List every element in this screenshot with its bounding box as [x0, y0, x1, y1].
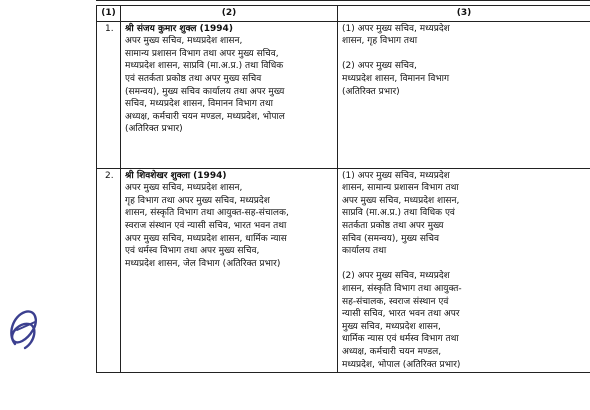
- new-post-line: (1) अपर मुख्य सचिव, मध्यप्रदेश: [342, 23, 450, 34]
- table-row: [97, 168, 590, 373]
- new-post-line: शासन, संस्कृति विभाग तथा आयुक्त-: [342, 283, 462, 294]
- new-post-line: (2) अपर मुख्य सचिव,: [342, 61, 417, 72]
- current-post-line: अपर मुख्य सचिव, मध्यप्रदेश शासन, धार्मिक न्यास: [125, 233, 287, 244]
- officer-name: श्री शिवशेखर शुक्ला (1994): [125, 170, 227, 181]
- current-post-line: (अतिरिक्त प्रभार): [125, 124, 183, 135]
- row-number: 2.: [97, 168, 121, 373]
- new-post-line: अपर मुख्य सचिव, मध्यप्रदेश शासन,: [342, 195, 460, 206]
- current-post-line: मध्यप्रदेश शासन, साप्रवि (मा.अ.प्र.) तथा विधिक: [125, 61, 284, 72]
- new-post-line: मध्यप्रदेश शासन, विमानन विभाग: [342, 73, 450, 84]
- current-post-line: (समन्वय), मुख्य सचिव कार्यालय तथा अपर मुख्य: [125, 86, 285, 97]
- top-rule: [96, 0, 590, 1]
- current-post-line: एवं सतर्कता प्रकोष्ठ तथा अपर मुख्य सचिव: [125, 73, 262, 84]
- new-post-line: साप्रवि (मा.अ.प्र.) तथा विधिक एवं: [342, 208, 455, 219]
- new-post-line: शासन, सामान्य प्रशासन विभाग तथा: [342, 183, 459, 194]
- header-col2: (2): [121, 6, 338, 22]
- current-post-line: सचिव, मध्यप्रदेश शासन, विमानन विभाग तथा: [125, 99, 274, 110]
- paragraph-gap: [342, 258, 586, 271]
- new-post-line: शासन, गृह विभाग तथा: [342, 36, 418, 47]
- current-post-line: अपर मुख्य सचिव, मध्यप्रदेश शासन,: [125, 36, 243, 47]
- header-row: [97, 6, 590, 22]
- new-posting-cell: [338, 168, 590, 373]
- new-post-line: अध्यक्ष, कर्मचारी चयन मण्डल,: [342, 346, 442, 357]
- current-post-line: स्वराज संस्थान एवं न्यासी सचिव, भारत भवन तथा: [125, 220, 287, 231]
- header-col3: (3): [338, 6, 590, 22]
- new-post-line: कार्यालय तथा: [342, 246, 387, 257]
- new-posting-cell: [338, 21, 590, 168]
- new-post-line: (1) अपर मुख्य सचिव, मध्यप्रदेश: [342, 170, 450, 181]
- current-post-line: अध्यक्ष, कर्मचारी चयन मण्डल, मध्यप्रदेश, भोपाल: [125, 111, 285, 122]
- new-post-line: (2) अपर मुख्य सचिव, मध्यप्रदेश: [342, 271, 450, 282]
- current-post-line: शासन, संस्कृति विभाग तथा आयुक्त-सह-संचालक,: [125, 208, 289, 219]
- new-post-line: (अतिरिक्त प्रभार): [342, 86, 400, 97]
- new-post-line: धार्मिक न्यास एवं धर्मस्व विभाग तथा: [342, 334, 459, 345]
- paragraph-gap: [342, 48, 586, 61]
- row-number: 1.: [97, 21, 121, 168]
- header-col1: (1): [97, 6, 121, 22]
- new-post-line: न्यासी सचिव, भारत भवन तथा अपर: [342, 309, 460, 320]
- officer-cell: [121, 168, 338, 373]
- current-post-line: अपर मुख्य सचिव, मध्यप्रदेश शासन,: [125, 183, 243, 194]
- new-post-line: मुख्य सचिव, मध्यप्रदेश शासन,: [342, 321, 441, 332]
- new-post-line: मध्यप्रदेश, भोपाल (अतिरिक्त प्रभार): [342, 359, 461, 370]
- officer-cell: [121, 21, 338, 168]
- new-post-line: सचिव (समन्वय), मुख्य सचिव: [342, 233, 439, 244]
- current-post-line: गृह विभाग तथा अपर मुख्य सचिव, मध्यप्रदेश: [125, 195, 270, 206]
- current-post-line: मध्यप्रदेश शासन, जेल विभाग (अतिरिक्त प्रभार): [125, 258, 281, 269]
- current-post-line: एवं धर्मस्व विभाग तथा अपर मुख्य सचिव,: [125, 246, 260, 257]
- posting-table: [96, 5, 590, 373]
- current-post-line: सामान्य प्रशासन विभाग तथा अपर मुख्य सचिव,: [125, 48, 279, 59]
- handwritten-initial-mark: [5, 300, 45, 355]
- new-post-line: सतर्कता प्रकोष्ठ तथा अपर मुख्य: [342, 220, 444, 231]
- new-post-line: सह-संचालक, स्वराज संस्थान एवं: [342, 296, 449, 307]
- officer-name: श्री संजय कुमार शुक्ल (1994): [125, 23, 233, 34]
- table-row: [97, 21, 590, 168]
